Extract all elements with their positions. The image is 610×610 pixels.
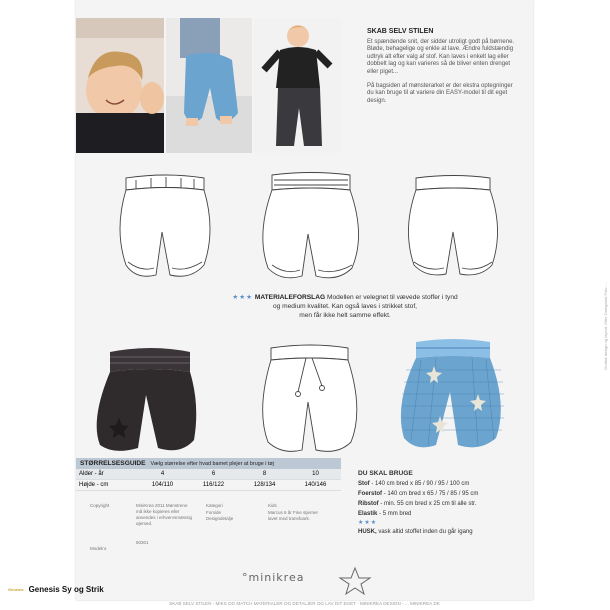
du-skal-bruge xyxy=(358,469,528,537)
meta-kids-label: Kids xyxy=(268,503,277,508)
size-row-label: Alder - år xyxy=(79,471,104,477)
genesis-watermark xyxy=(8,585,104,594)
watermark-text: Genesis Sy og Strik xyxy=(28,585,104,594)
size-guide xyxy=(76,458,341,491)
meta-kids-text: Marcus 6 år Fine stjerner lavet med transfoark. xyxy=(268,510,319,521)
size-cell: 10 xyxy=(312,471,319,477)
pants-drawing-side xyxy=(408,176,497,275)
meta-model-label: Modelnr. xyxy=(90,546,108,551)
intro-paragraph-2: På bagsiden af mønsterarket er der ekstra optegninger du kan bruge til at variere din EASY-model til dit eget design. xyxy=(367,82,513,104)
photo-collage xyxy=(76,18,341,153)
meta-model-value: 50301 xyxy=(136,540,149,545)
material-suggestion xyxy=(180,293,510,320)
size-row-label: Højde - cm xyxy=(79,482,109,488)
material-item: Foerstof - 140 cm bred x 65 / 75 / 85 / 95 cm xyxy=(358,491,479,497)
blue-pants-photo xyxy=(401,339,504,447)
pants-drawing-drawstring xyxy=(263,345,357,451)
pants-drawing-back xyxy=(263,173,359,278)
size-cell: 116/122 xyxy=(202,482,225,488)
material-stars-icon: ★★★ xyxy=(232,294,254,301)
material-title: MATERIALEFORSLAG xyxy=(254,294,326,301)
husk-note: HUSK, vask altid stoffet inden du går igang xyxy=(358,529,473,535)
size-cell: 4 xyxy=(160,471,165,477)
size-cell: 140/146 xyxy=(304,482,327,488)
dark-pants-photo xyxy=(97,348,197,451)
size-guide-subtitle: Vælg størrelse efter hvad barnet plejer at bruge i tøj xyxy=(150,461,274,467)
minikrea-logo: °minikrea xyxy=(242,571,305,584)
intro-text xyxy=(367,28,517,111)
size-cell: 8 xyxy=(262,471,267,477)
meta-category-label: Kategori xyxy=(206,503,223,508)
side-credit-strip xyxy=(601,200,610,370)
meta-copyright-text: MiniKrea 2011 Mønstrene må ikke kopieres eller anvendes i erhvervsmæssig øjemed. xyxy=(136,503,193,526)
du-skal-bruge-title: DU SKAL BRUGE xyxy=(358,470,413,477)
photo-boy-standing xyxy=(254,18,341,153)
meta-copyright-label: Copyright xyxy=(90,503,110,508)
size-cell: 104/110 xyxy=(151,482,174,488)
size-cell: 6 xyxy=(211,471,216,477)
material-line-3: men får ikke helt samme effekt. xyxy=(299,312,391,319)
intro-title: SKAB SELV STILEN xyxy=(367,28,434,35)
material-line-2: og medium kvalitet. Kan også laves i strikket stof, xyxy=(272,303,418,310)
intro-paragraph-1: Et spændende snit, der sidder utroligt godt på børnene. Bløde, behagelige og enkle at lave. Ændre fuldstændig udtryk alt efter valg af stof. Kan laves i enkelt lag eller dobbelt lag og kan varieres så de bliver enten drenget eller piget... xyxy=(367,38,515,75)
size-cell: 128/134 xyxy=(253,482,276,488)
material-item: Stof - 140 cm bred x 85 / 90 / 95 / 100 cm xyxy=(358,481,470,487)
photo-boy-smiling xyxy=(76,18,164,153)
logo-star-icon xyxy=(340,568,370,594)
material-line-1: Modellen er velegnet til vævede stoffer i tynd xyxy=(326,294,458,301)
photo-child-blue-pants xyxy=(166,18,252,153)
meta-category-values: Forside Designdetalje xyxy=(206,510,234,521)
material-item: Elastik - 5 mm bred xyxy=(358,511,412,517)
husk-stars-icon: ★★★ xyxy=(358,520,378,526)
size-row-height xyxy=(76,480,341,491)
genesis-logo-icon: Genesis xyxy=(8,587,24,592)
material-item: Ribstof - min. 55 cm bred x 25 cm til alle str. xyxy=(358,501,477,507)
size-guide-title: STØRRELSESGUIDE xyxy=(80,460,146,467)
side-credit-text: Grafisk design og layout: Gitte Damgaard Foto: ... xyxy=(603,281,608,370)
size-guide-header xyxy=(76,458,341,469)
size-row-age xyxy=(76,469,341,480)
pants-drawing-front xyxy=(120,175,210,276)
footer-strip: SKAB SELV STILEN - MIKS OG MATCH MATERIALER OG DETALJER OG LAV DIT EGET - MINIKREA DESIGN - ... MINIKREA.DK xyxy=(169,601,440,606)
